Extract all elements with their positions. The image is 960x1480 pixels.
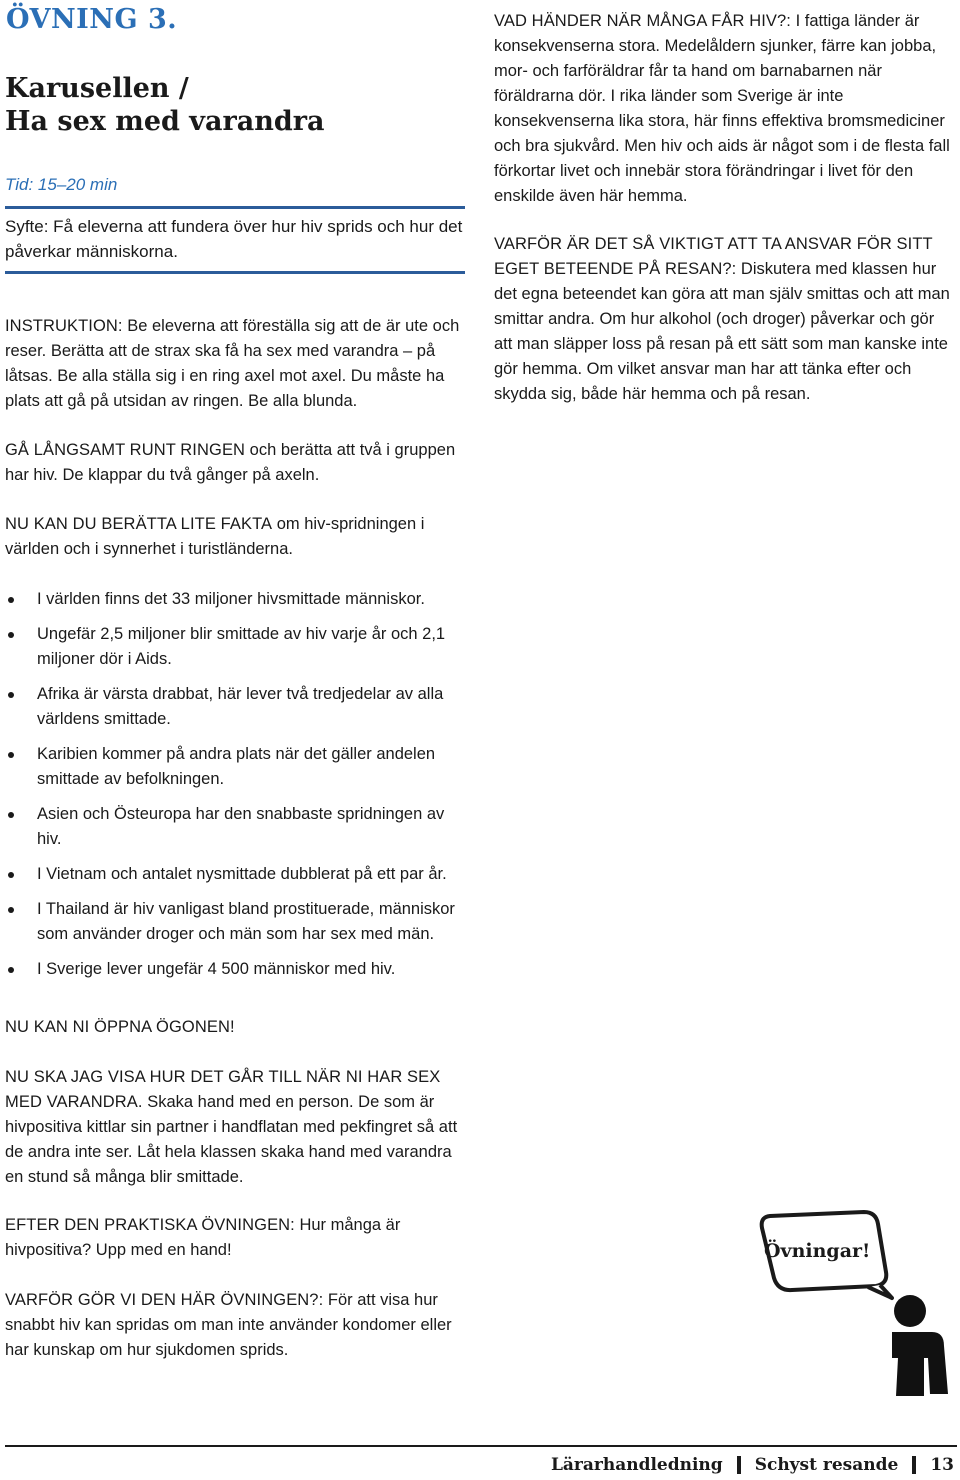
facts-label: NU KAN DU BERÄTTA LITE FAKTA	[5, 515, 273, 533]
exercises-illustration	[752, 1208, 957, 1408]
purpose-text: Syfte: Få eleverna att fundera över hur hiv sprids och hur det påverkar människorna.	[5, 217, 463, 261]
responsibility-label: VARFÖR ÄR DET SÅ VIKTIGT ATT TA ANSVAR FÖR SITT EGET BETEENDE PÅ RESAN?:	[494, 235, 933, 278]
list-item: Karibien kommer på andra plats när det gäller andelen smittade av befolkningen.	[5, 742, 467, 792]
after-paragraph	[5, 1213, 467, 1263]
instruction-label: INSTRUKTION:	[5, 317, 123, 335]
show-paragraph	[5, 1065, 467, 1190]
responsibility-paragraph	[494, 232, 956, 407]
list-item: I Thailand är hiv vanligast bland prostituerade, människor som använder droger och män som har sex med män.	[5, 897, 467, 947]
exercise-number: ÖVNING 3.	[6, 4, 178, 35]
open-eyes-paragraph	[5, 1015, 467, 1040]
list-item: I Vietnam och antalet nysmittade dubblerat på ett par år.	[5, 862, 467, 887]
facts-paragraph	[5, 512, 467, 562]
list-item: Asien och Östeuropa har den snabbaste spridningen av hiv.	[5, 802, 467, 852]
divider-bottom	[5, 271, 465, 274]
after-label: EFTER DEN PRAKTISKA ÖVNINGEN:	[5, 1216, 295, 1234]
show-text: Skaka hand med en person. De som är hivpositiva kittlar sin partner i handflatan med pekfingret så att de andra inte ser. Låt hela klassen skaka hand med varandra en stund så många blir smittade.	[5, 1093, 458, 1186]
why-text: För att visa hur snabbt hiv kan spridas om man inte använder kondomer eller har kunskap om hur sjukdomen sprids.	[5, 1291, 452, 1359]
facts-text: om hiv-spridningen i världen och i synnerhet i turistländerna.	[5, 515, 425, 558]
instruction-paragraph	[5, 314, 467, 414]
divider-top	[5, 206, 465, 209]
footer-guide: Lärarhandledning	[550, 1455, 723, 1475]
footer-separator	[912, 1456, 916, 1474]
consequences-text: I fattiga länder är konsekvenserna stora. Medelåldern sjunker, färre kan jobba, mor- och farföräldrar får ta hand om barnabarnen när föräldrarna dör. I rika länder som Sverige är inte konsekvenserna lika stora, här finns effektiva bromsmediciner och bra sjukvård. Men hiv och aids är något som i de flesta fall förkortar livet och innebär stora förändringar i livet för den enskilde även här hemma.	[494, 12, 950, 205]
footer-divider	[5, 1445, 957, 1447]
figure-body	[892, 1332, 948, 1396]
list-item: I världen finns det 33 miljoner hivsmittade människor.	[5, 587, 467, 612]
page-title	[5, 72, 324, 138]
facts-list	[5, 587, 467, 992]
show-label: NU SKA JAG VISA HUR DET GÅR TILL NÄR NI HAR SEX MED VARANDRA.	[5, 1068, 441, 1111]
list-item: I Sverige lever ungefär 4 500 människor med hiv.	[5, 957, 467, 982]
instruction-text: Be eleverna att föreställa sig att de är ute och reser. Berätta att de strax ska få ha sex med varandra – på låtsas. Be alla ställa sig i en ring axel mot axel. Du måste ha plats att gå på utsidan av ringen. Be alla blunda.	[5, 317, 460, 410]
speech-bubble-icon	[752, 1208, 957, 1403]
walk-label: GÅ LÅNGSAMT RUNT RINGEN	[5, 441, 246, 459]
bubble-text: Övningar!	[764, 1240, 871, 1262]
page-number: 13	[930, 1455, 954, 1475]
consequences-label: VAD HÄNDER NÄR MÅNGA FÅR HIV?:	[494, 12, 791, 30]
figure-head	[894, 1295, 926, 1327]
footer-brand: Schyst resande	[754, 1455, 899, 1475]
why-label: VARFÖR GÖR VI DEN HÄR ÖVNINGEN?:	[5, 1291, 324, 1309]
page-footer	[551, 1455, 954, 1475]
walk-text: och berätta att två i gruppen har hiv. De klappar du två gånger på axeln.	[5, 441, 456, 484]
title-line-1: Karusellen /	[5, 73, 189, 104]
duration-text: Tid: 15–20 min	[5, 175, 118, 194]
walk-paragraph	[5, 438, 467, 488]
why-paragraph	[5, 1288, 467, 1363]
title-line-2: Ha sex med varandra	[5, 106, 325, 137]
list-item: Ungefär 2,5 miljoner blir smittade av hiv varje år och 2,1 miljoner dör i Aids.	[5, 622, 467, 672]
footer-separator	[737, 1456, 741, 1474]
list-item: Afrika är värsta drabbat, här lever två tredjedelar av alla världens smittade.	[5, 682, 467, 732]
after-text: Hur många är hivpositiva? Upp med en hand!	[5, 1216, 401, 1259]
consequences-paragraph	[494, 9, 956, 209]
responsibility-text: Diskutera med klassen hur det egna beteendet kan göra att man själv smittas och att man smittar andra. Om hur alkohol (och droger) påverkar och gör att man släpper loss på resan på ett sätt som man kanske inte gör hemma. Om vilket ansvar man har att tänka efter och skydda sig, både här hemma och på resan.	[494, 260, 950, 403]
open-eyes-text: NU KAN NI ÖPPNA ÖGONEN!	[5, 1018, 235, 1036]
